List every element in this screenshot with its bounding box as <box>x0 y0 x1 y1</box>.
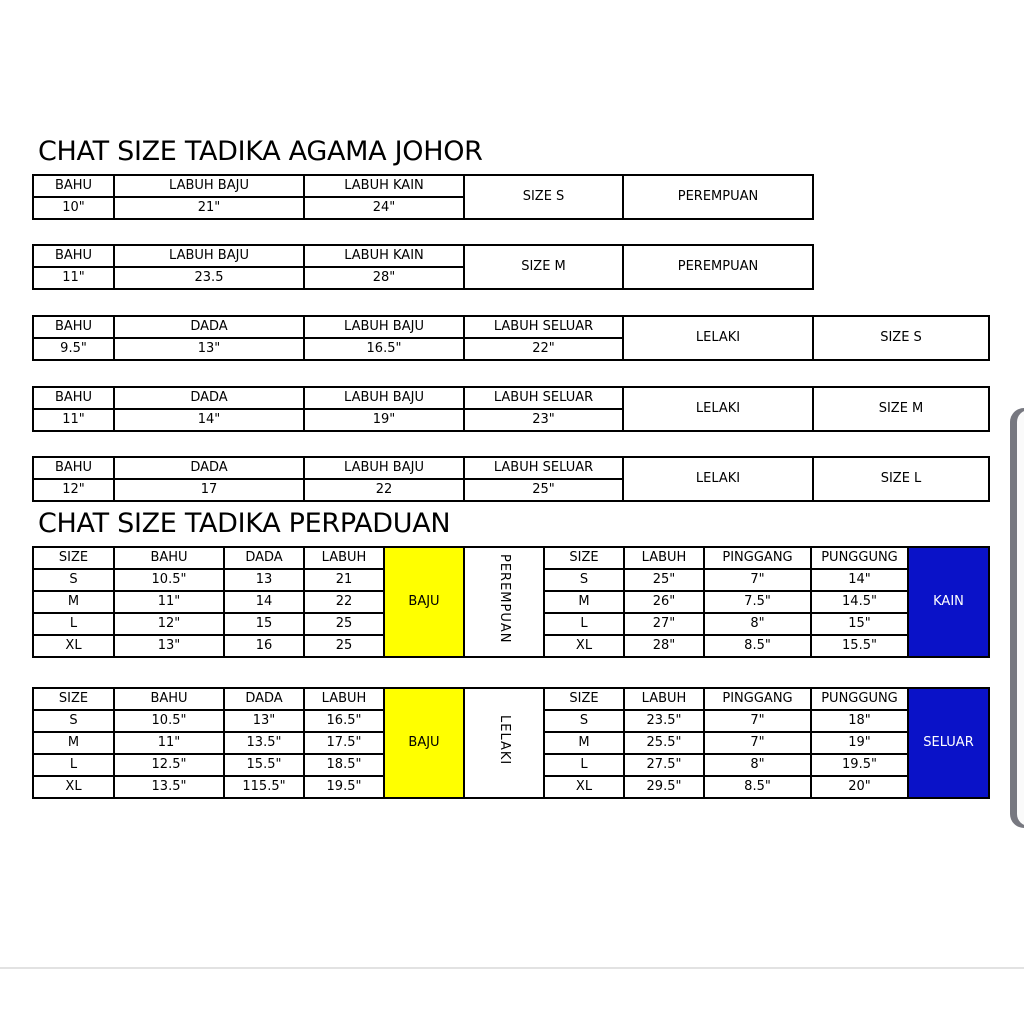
table-johor-lelaki-size-s <box>32 315 990 361</box>
table-johor-lelaki-size-l <box>32 456 990 502</box>
header-labuh-seluar: LABUH SELUAR <box>464 387 623 409</box>
dada-cell: 14 <box>224 591 304 613</box>
punggung-cell: 19.5" <box>811 754 908 776</box>
bahu-cell: 12.5" <box>114 754 224 776</box>
pinggang-cell: 7" <box>704 732 811 754</box>
header-dada: DADA <box>114 387 304 409</box>
header-labuh-baju: LABUH BAJU <box>114 175 304 197</box>
size-label: SIZE S <box>464 175 623 219</box>
header-pinggang: PINGGANG <box>704 688 811 710</box>
table-johor-perempuan-size-s <box>32 174 814 220</box>
header-punggung: PUNGGUNG <box>811 688 908 710</box>
header-labuh: LABUH <box>624 547 704 569</box>
pinggang-cell: 7" <box>704 710 811 732</box>
header-labuh-kain: LABUH KAIN <box>304 175 464 197</box>
size-cell: XL <box>544 635 624 657</box>
value-bahu: 10" <box>33 197 114 219</box>
header-dada: DADA <box>114 316 304 338</box>
punggung-cell: 19" <box>811 732 908 754</box>
header-labuh-seluar: LABUH SELUAR <box>464 316 623 338</box>
title-tadika-perpaduan: CHAT SIZE TADIKA PERPADUAN <box>38 508 451 539</box>
pinggang-cell: 7" <box>704 569 811 591</box>
value-labuh-baju: 19" <box>304 409 464 431</box>
size-label: SIZE L <box>813 457 989 501</box>
labuh-cell: 21 <box>304 569 384 591</box>
size-cell: XL <box>33 635 114 657</box>
gender-label-cell <box>464 547 544 657</box>
value-labuh-baju: 21" <box>114 197 304 219</box>
header-labuh-kain: LABUH KAIN <box>304 245 464 267</box>
bahu-cell: 11" <box>114 591 224 613</box>
size-cell: S <box>544 710 624 732</box>
labuh-cell: 27.5" <box>624 754 704 776</box>
labuh-cell: 26" <box>624 591 704 613</box>
size-label: SIZE M <box>813 387 989 431</box>
header-labuh-baju: LABUH BAJU <box>114 245 304 267</box>
pinggang-cell: 7.5" <box>704 591 811 613</box>
size-cell: M <box>33 732 114 754</box>
header-labuh: LABUH <box>624 688 704 710</box>
size-cell: M <box>544 732 624 754</box>
punggung-cell: 15.5" <box>811 635 908 657</box>
value-labuh-baju: 23.5 <box>114 267 304 289</box>
bahu-cell: 12" <box>114 613 224 635</box>
size-cell: M <box>544 591 624 613</box>
bahu-cell: 13" <box>114 635 224 657</box>
labuh-cell: 17.5" <box>304 732 384 754</box>
gender-label: PEREMPUAN <box>497 554 512 644</box>
kain-label: KAIN <box>908 547 989 657</box>
scroll-handle-inner <box>1017 410 1024 826</box>
labuh-cell: 25 <box>304 613 384 635</box>
value-labuh-seluar: 25" <box>464 479 623 501</box>
header-size: SIZE <box>544 688 624 710</box>
punggung-cell: 14" <box>811 569 908 591</box>
labuh-cell: 25.5" <box>624 732 704 754</box>
punggung-cell: 15" <box>811 613 908 635</box>
labuh-cell: 23.5" <box>624 710 704 732</box>
dada-cell: 13.5" <box>224 732 304 754</box>
dada-cell: 16 <box>224 635 304 657</box>
title-tadika-agama-johor: CHAT SIZE TADIKA AGAMA JOHOR <box>38 136 483 167</box>
header-bahu: BAHU <box>33 316 114 338</box>
seluar-label: SELUAR <box>908 688 989 798</box>
header-pinggang: PINGGANG <box>704 547 811 569</box>
table-perpaduan-perempuan <box>32 546 990 658</box>
header-bahu: BAHU <box>33 457 114 479</box>
header-bahu: BAHU <box>33 387 114 409</box>
value-labuh-baju: 16.5" <box>304 338 464 360</box>
header-size: SIZE <box>544 547 624 569</box>
dada-cell: 15 <box>224 613 304 635</box>
bahu-cell: 10.5" <box>114 569 224 591</box>
dada-cell: 13" <box>224 710 304 732</box>
size-cell: S <box>33 569 114 591</box>
baju-label: BAJU <box>384 547 464 657</box>
header-labuh: LABUH <box>304 547 384 569</box>
bahu-cell: 13.5" <box>114 776 224 798</box>
gender-label: LELAKI <box>623 316 813 360</box>
value-bahu: 9.5" <box>33 338 114 360</box>
header-dada: DADA <box>114 457 304 479</box>
header-bahu: BAHU <box>33 245 114 267</box>
value-labuh-seluar: 22" <box>464 338 623 360</box>
labuh-cell: 29.5" <box>624 776 704 798</box>
gender-label-cell <box>464 688 544 798</box>
dada-cell: 13 <box>224 569 304 591</box>
value-labuh-kain: 24" <box>304 197 464 219</box>
header-bahu: BAHU <box>114 688 224 710</box>
bahu-cell: 11" <box>114 732 224 754</box>
pinggang-cell: 8.5" <box>704 635 811 657</box>
value-dada: 13" <box>114 338 304 360</box>
table-johor-lelaki-size-m <box>32 386 990 432</box>
size-cell: L <box>33 754 114 776</box>
value-labuh-baju: 22 <box>304 479 464 501</box>
table-perpaduan-lelaki <box>32 687 990 799</box>
size-cell: S <box>544 569 624 591</box>
labuh-cell: 18.5" <box>304 754 384 776</box>
gender-label: PEREMPUAN <box>623 175 813 219</box>
header-size: SIZE <box>33 688 114 710</box>
value-bahu: 12" <box>33 479 114 501</box>
labuh-cell: 28" <box>624 635 704 657</box>
header-bahu: BAHU <box>114 547 224 569</box>
punggung-cell: 18" <box>811 710 908 732</box>
value-labuh-seluar: 23" <box>464 409 623 431</box>
size-label: SIZE S <box>813 316 989 360</box>
header-size: SIZE <box>33 547 114 569</box>
value-bahu: 11" <box>33 267 114 289</box>
gender-label: PEREMPUAN <box>623 245 813 289</box>
size-cell: L <box>544 754 624 776</box>
pinggang-cell: 8.5" <box>704 776 811 798</box>
dada-cell: 115.5" <box>224 776 304 798</box>
pinggang-cell: 8" <box>704 754 811 776</box>
size-cell: S <box>33 710 114 732</box>
labuh-cell: 16.5" <box>304 710 384 732</box>
labuh-cell: 25 <box>304 635 384 657</box>
size-cell: XL <box>33 776 114 798</box>
punggung-cell: 14.5" <box>811 591 908 613</box>
size-cell: L <box>33 613 114 635</box>
pinggang-cell: 8" <box>704 613 811 635</box>
header-labuh-baju: LABUH BAJU <box>304 457 464 479</box>
punggung-cell: 20" <box>811 776 908 798</box>
labuh-cell: 22 <box>304 591 384 613</box>
labuh-cell: 27" <box>624 613 704 635</box>
gender-label: LELAKI <box>623 457 813 501</box>
value-dada: 17 <box>114 479 304 501</box>
size-cell: M <box>33 591 114 613</box>
gender-label: LELAKI <box>497 714 512 766</box>
header-labuh-baju: LABUH BAJU <box>304 316 464 338</box>
header-punggung: PUNGGUNG <box>811 547 908 569</box>
header-labuh: LABUH <box>304 688 384 710</box>
value-bahu: 11" <box>33 409 114 431</box>
dada-cell: 15.5" <box>224 754 304 776</box>
value-labuh-kain: 28" <box>304 267 464 289</box>
header-bahu: BAHU <box>33 175 114 197</box>
bahu-cell: 10.5" <box>114 710 224 732</box>
table-johor-perempuan-size-m <box>32 244 814 290</box>
size-cell: L <box>544 613 624 635</box>
size-cell: XL <box>544 776 624 798</box>
labuh-cell: 25" <box>624 569 704 591</box>
gender-label: LELAKI <box>623 387 813 431</box>
baju-label: BAJU <box>384 688 464 798</box>
value-dada: 14" <box>114 409 304 431</box>
labuh-cell: 19.5" <box>304 776 384 798</box>
header-dada: DADA <box>224 547 304 569</box>
header-labuh-baju: LABUH BAJU <box>304 387 464 409</box>
size-label: SIZE M <box>464 245 623 289</box>
header-labuh-seluar: LABUH SELUAR <box>464 457 623 479</box>
header-dada: DADA <box>224 688 304 710</box>
divider <box>0 967 1024 969</box>
